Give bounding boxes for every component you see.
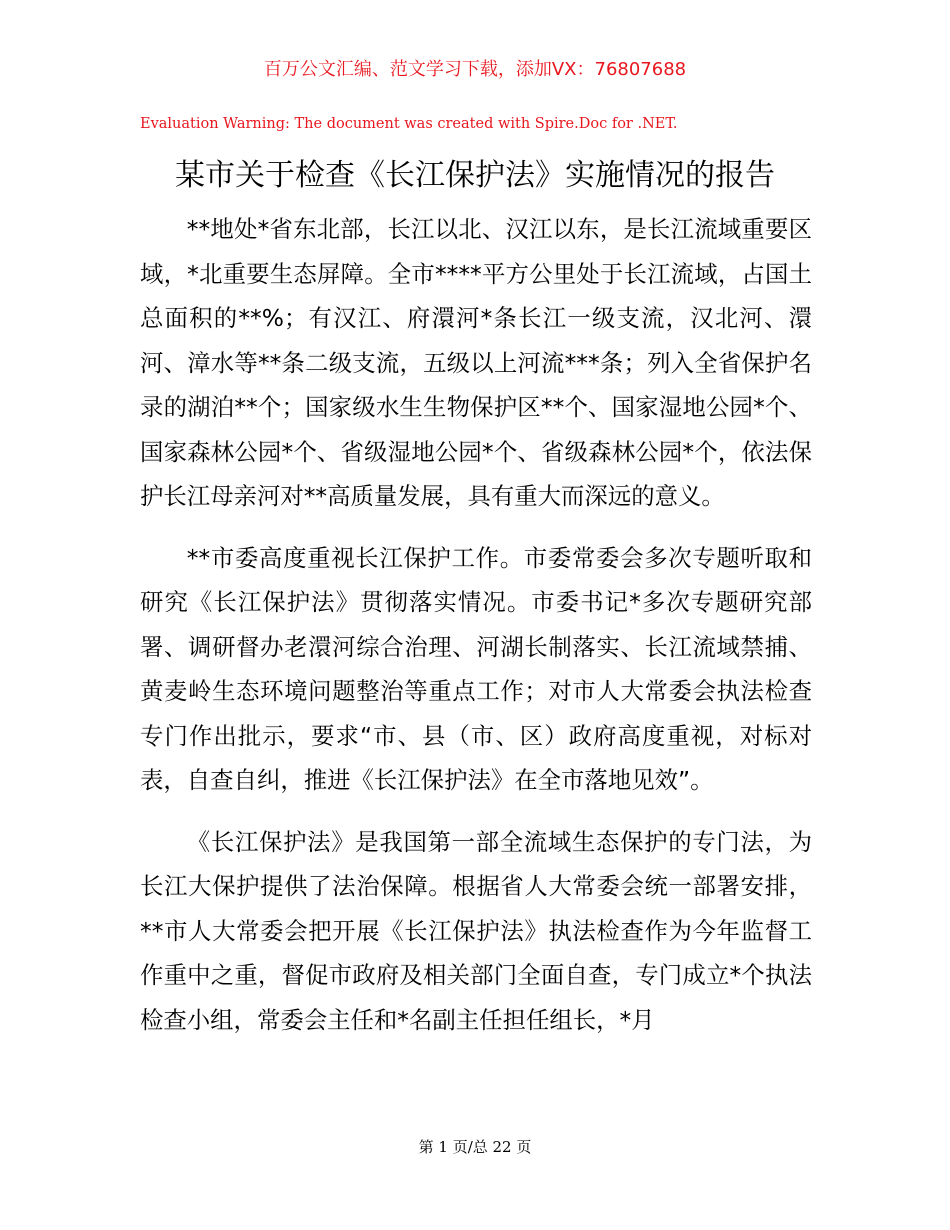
- paragraph-1: **地处*省东北部，长江以北、汉江以东，是长江流域重要区域，*北重要生态屏障。全市****平方公里处于长江流域，占国土总面积的**%；有汉江、府澴河*条长江一级支流，汉北河、澴河、漳水等**条二级支流，五级以上河流***条；列入全省保护名录的湖泊**个；国家级水生生物保护区**个、国家湿地公园*个、国家森林公园*个、省级湿地公园*个、省级森林公园*个，依法保护长江母亲河对**高质量发展，具有重大而深远的意义。: [140, 215, 812, 510]
- header-banner: 百万公文汇编、范文学习下载，添加VX：76807688: [263, 59, 687, 80]
- document-title: 某市关于检查《长江保护法》实施情况的报告: [175, 158, 775, 193]
- paragraph-3: 《长江保护法》是我国第一部全流域生态保护的专门法，为长江大保护提供了法治保障。根据省人大常委会统一部署安排，**市人大常委会把开展《长江保护法》执法检查作为今年监督工作重中之重，督促市政府及相关部门全面自查，专门成立*个执法检查小组，常委会主任和*名副主任担任组长，*月: [140, 827, 812, 1034]
- evaluation-warning: Evaluation Warning: The document was created with Spire.Doc for .NET.: [140, 116, 678, 132]
- paragraph-2: **市委高度重视长江保护工作。市委常委会多次专题听取和研究《长江保护法》贯彻落实情况。市委书记*多次专题研究部署、调研督办老澴河综合治理、河湖长制落实、长江流域禁捕、黄麦岭生态环境问题整治等重点工作；对市人大常委会执法检查专门作出批示，要求“市、县（市、区）政府高度重视，对标对表，自查自纠，推进《长江保护法》在全市落地见效”。: [140, 543, 812, 794]
- page-number-footer: 第 1 页/总 22 页: [418, 1138, 532, 1156]
- document-body: [140, 207, 812, 1059]
